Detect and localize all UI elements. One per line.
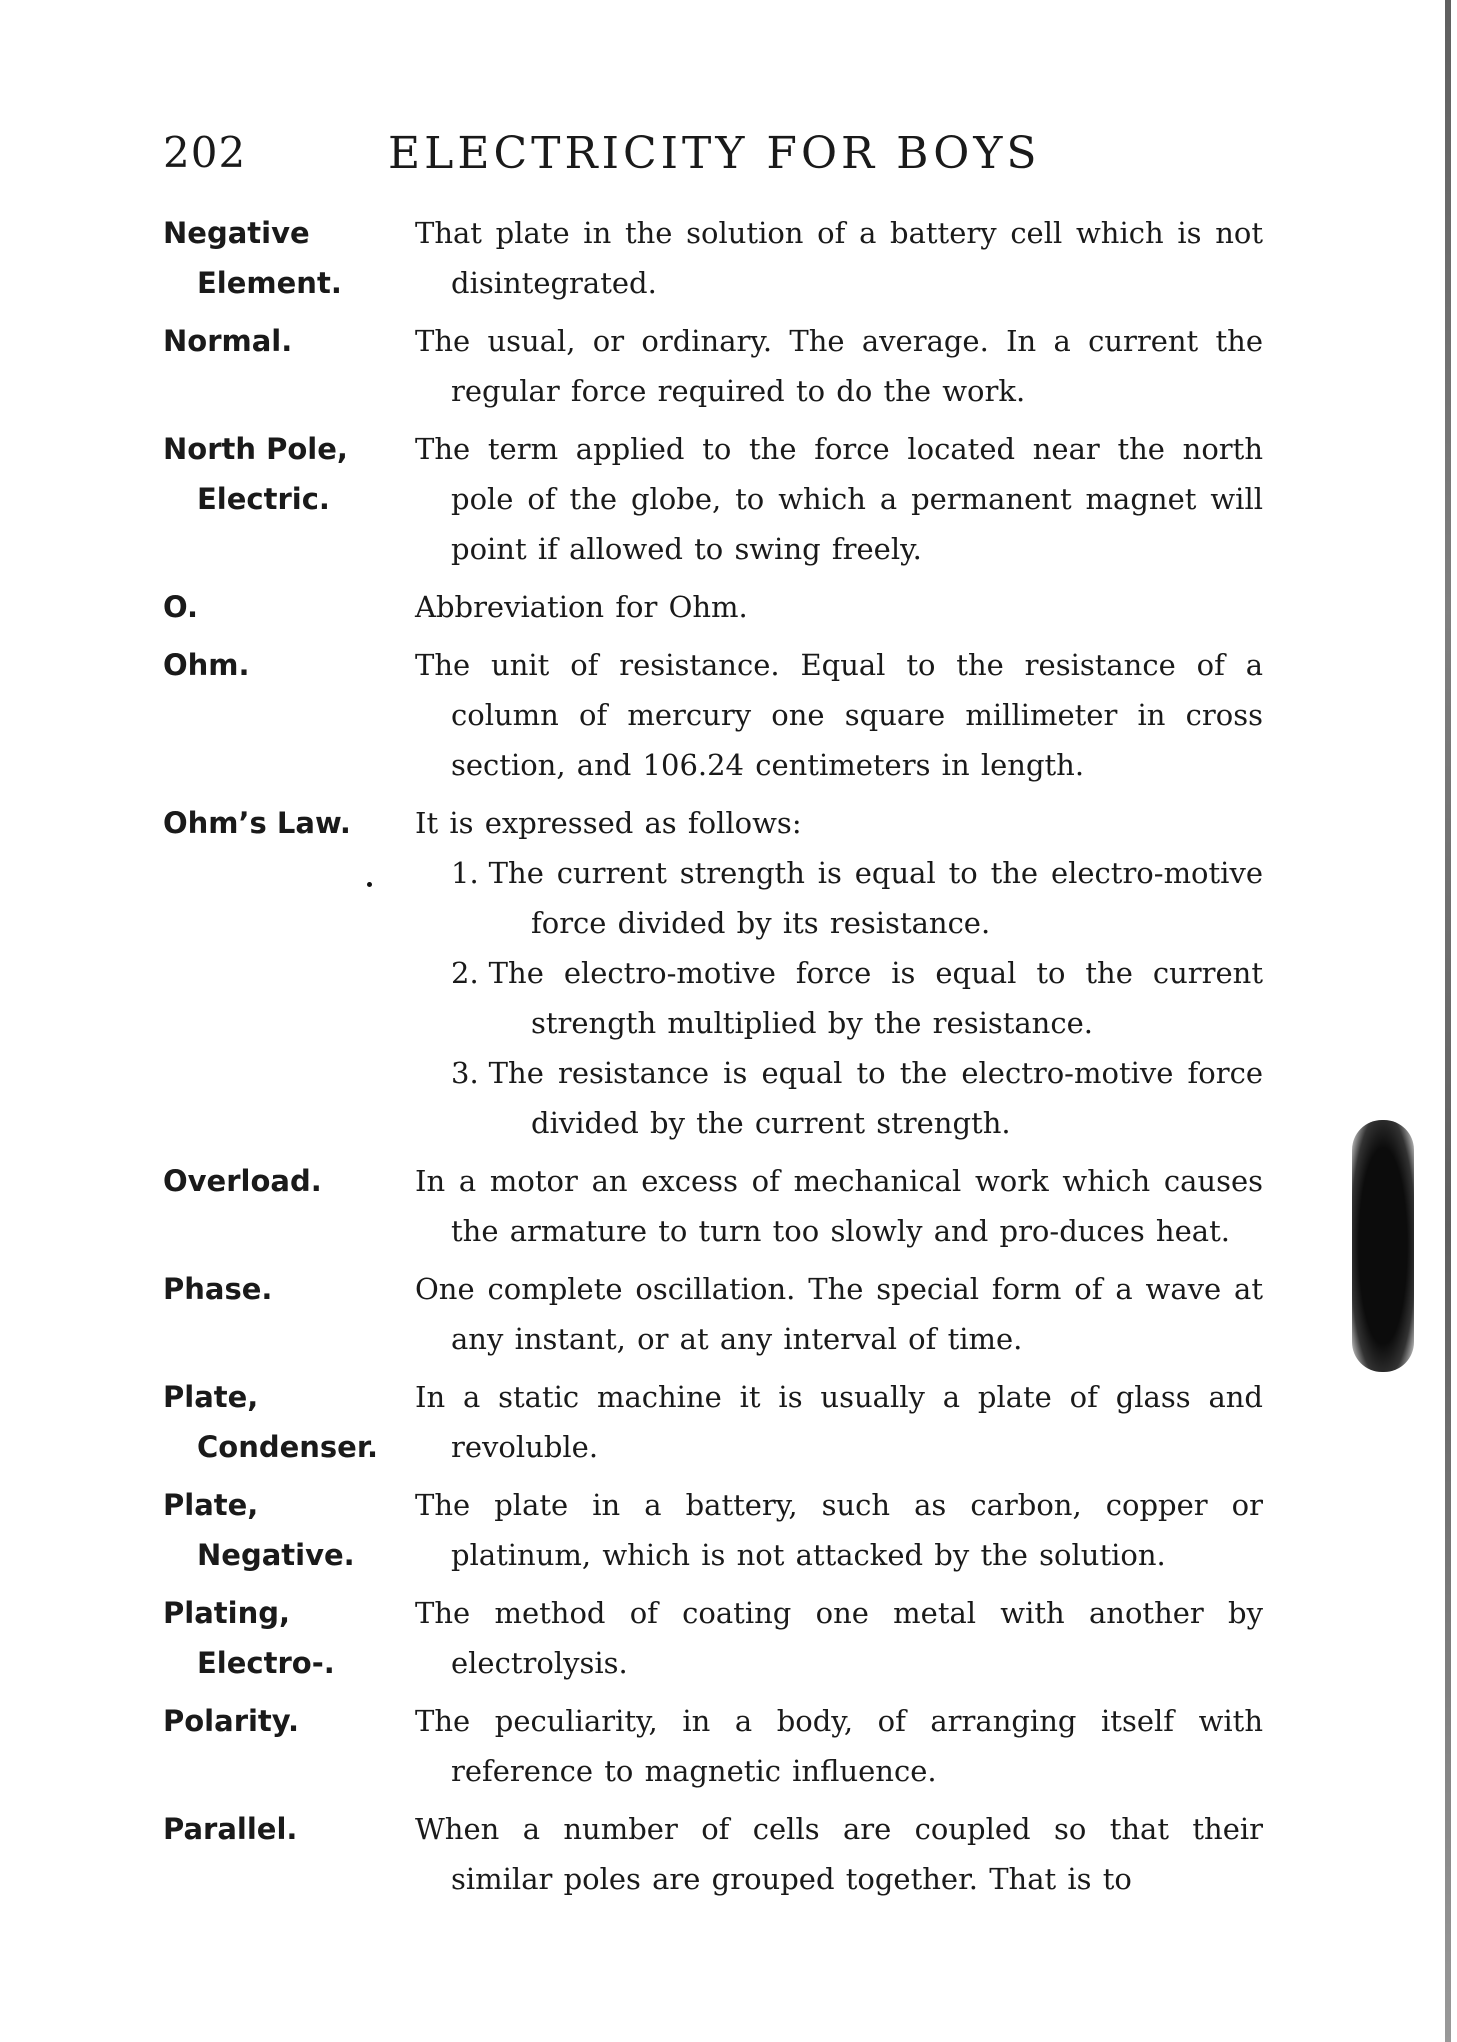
- glossary-definition: Abbreviation for Ohm.: [415, 590, 748, 624]
- glossary-term-line: Phase.: [163, 1272, 273, 1306]
- glossary-definition: In a motor an excess of mechanical work which causes the armature to turn too slowly and pro-duces heat.: [415, 1164, 1263, 1248]
- entry-spacer: [163, 308, 1263, 316]
- glossary-entry: [163, 1156, 1263, 1256]
- ink-speck: [367, 882, 372, 887]
- glossary-definition-block: [415, 1804, 1263, 1904]
- entry-spacer: [163, 1796, 1263, 1804]
- page-number: 202: [163, 128, 247, 177]
- glossary-term-line: Electro-.: [197, 1646, 335, 1680]
- glossary-entry: [163, 798, 1263, 1148]
- glossary-definition-block: [415, 316, 1263, 416]
- list-item-number: 3.: [451, 1056, 479, 1090]
- glossary-definition-block: [415, 208, 1263, 308]
- glossary-definition-block: [415, 424, 1263, 574]
- glossary-term-line: Polarity.: [163, 1704, 300, 1738]
- glossary-definition: The peculiarity, in a body, of arranging itself with reference to magnetic influence.: [415, 1704, 1263, 1788]
- entry-spacer: [163, 790, 1263, 798]
- numbered-list-item: [415, 1048, 1263, 1148]
- glossary-term: [163, 798, 415, 1148]
- glossary-term: [163, 582, 415, 632]
- glossary-definition-block: [415, 1696, 1263, 1796]
- glossary-term-line: Electric.: [197, 482, 330, 516]
- glossary-term: [163, 1372, 415, 1472]
- glossary-entry: [163, 1588, 1263, 1688]
- entry-spacer: [163, 416, 1263, 424]
- glossary-term-line: North Pole,: [163, 432, 348, 466]
- glossary-term-line: Plating,: [163, 1596, 290, 1630]
- glossary-term-line: Negative.: [197, 1538, 355, 1572]
- glossary-entry: [163, 640, 1263, 790]
- glossary-term: [163, 1156, 415, 1256]
- entry-spacer: [163, 1580, 1263, 1588]
- ink-smudge: [1352, 1120, 1414, 1372]
- glossary-term-line: Element.: [197, 266, 342, 300]
- entry-spacer: [163, 574, 1263, 582]
- glossary-definition: The term applied to the force located near the north pole of the globe, to which a permanent magnet will point if allowed to swing freely.: [415, 432, 1263, 566]
- entry-spacer: [163, 1364, 1263, 1372]
- entry-spacer: [163, 1256, 1263, 1264]
- glossary-definition: That plate in the solution of a battery cell which is not disintegrated.: [415, 216, 1263, 300]
- glossary-term: [163, 1696, 415, 1796]
- glossary-term: [163, 1480, 415, 1580]
- glossary-definition-block: [415, 1480, 1263, 1580]
- glossary-entry: [163, 1480, 1263, 1580]
- glossary-entry: [163, 582, 1263, 632]
- numbered-list-item: [415, 848, 1263, 948]
- glossary-term: [163, 1264, 415, 1364]
- glossary-definition: It is expressed as follows:: [415, 806, 802, 840]
- running-title: ELECTRICITY FOR BOYS: [388, 128, 1041, 179]
- glossary-term: [163, 640, 415, 790]
- glossary-definition-block: [415, 1372, 1263, 1472]
- glossary-term-line: Ohm’s Law.: [163, 806, 351, 840]
- list-item-number: 2.: [451, 956, 479, 990]
- glossary-definition-block: [415, 798, 1263, 1148]
- glossary-term: [163, 1588, 415, 1688]
- glossary-entry: [163, 1372, 1263, 1472]
- entry-spacer: [163, 1472, 1263, 1480]
- list-item-text: The resistance is equal to the electro-motive force divided by the current strength.: [488, 1056, 1263, 1140]
- glossary-definition: In a static machine it is usually a plate of glass and revoluble.: [415, 1380, 1263, 1464]
- numbered-list-item: [415, 948, 1263, 1048]
- entry-spacer: [163, 1148, 1263, 1156]
- glossary-entry: [163, 1804, 1263, 1904]
- glossary-definition: The unit of resistance. Equal to the resistance of a column of mercury one square millimeter in cross section, and 106.24 centimeters in length.: [415, 648, 1263, 782]
- list-item-text: The current strength is equal to the electro-motive force divided by its resistance.: [488, 856, 1263, 940]
- glossary-term-line: Overload.: [163, 1164, 322, 1198]
- glossary-entry: [163, 316, 1263, 416]
- glossary-definition: The usual, or ordinary. The average. In a current the regular force required to do the work.: [415, 324, 1263, 408]
- numbered-list: [415, 848, 1263, 1148]
- glossary-term-line: Normal.: [163, 324, 293, 358]
- glossary-definition: The plate in a battery, such as carbon, copper or platinum, which is not attacked by the solution.: [415, 1488, 1263, 1572]
- glossary-term-line: Plate,: [163, 1380, 259, 1414]
- glossary-definition: One complete oscillation. The special form of a wave at any instant, or at any interval of time.: [415, 1272, 1263, 1356]
- entry-spacer: [163, 632, 1263, 640]
- glossary-list: [163, 208, 1263, 1904]
- glossary-term: [163, 1804, 415, 1904]
- glossary-term: [163, 208, 415, 308]
- glossary-definition-block: [415, 582, 1263, 632]
- page-header: [163, 128, 1263, 188]
- list-item-text: The electro-motive force is equal to the current strength multiplied by the resistance.: [488, 956, 1263, 1040]
- glossary-term: [163, 424, 415, 574]
- glossary-entry: [163, 1264, 1263, 1364]
- list-item-number: 1.: [451, 856, 479, 890]
- glossary-term-line: Condenser.: [197, 1430, 379, 1464]
- glossary-term-line: Ohm.: [163, 648, 250, 682]
- glossary-definition-block: [415, 1156, 1263, 1256]
- glossary-definition-block: [415, 640, 1263, 790]
- glossary-term-line: Parallel.: [163, 1812, 298, 1846]
- glossary-term-line: Negative: [163, 216, 310, 250]
- glossary-definition: When a number of cells are coupled so that their similar poles are grouped together. That is to: [415, 1812, 1263, 1896]
- glossary-entry: [163, 424, 1263, 574]
- glossary-term: [163, 316, 415, 416]
- glossary-definition: The method of coating one metal with another by electrolysis.: [415, 1596, 1263, 1680]
- page-binding-edge: [1445, 0, 1451, 2042]
- entry-spacer: [163, 1688, 1263, 1696]
- glossary-term-line: Plate,: [163, 1488, 259, 1522]
- glossary-entry: [163, 208, 1263, 308]
- glossary-entry: [163, 1696, 1263, 1796]
- glossary-definition-block: [415, 1264, 1263, 1364]
- glossary-definition-block: [415, 1588, 1263, 1688]
- glossary-term-line: O.: [163, 590, 199, 624]
